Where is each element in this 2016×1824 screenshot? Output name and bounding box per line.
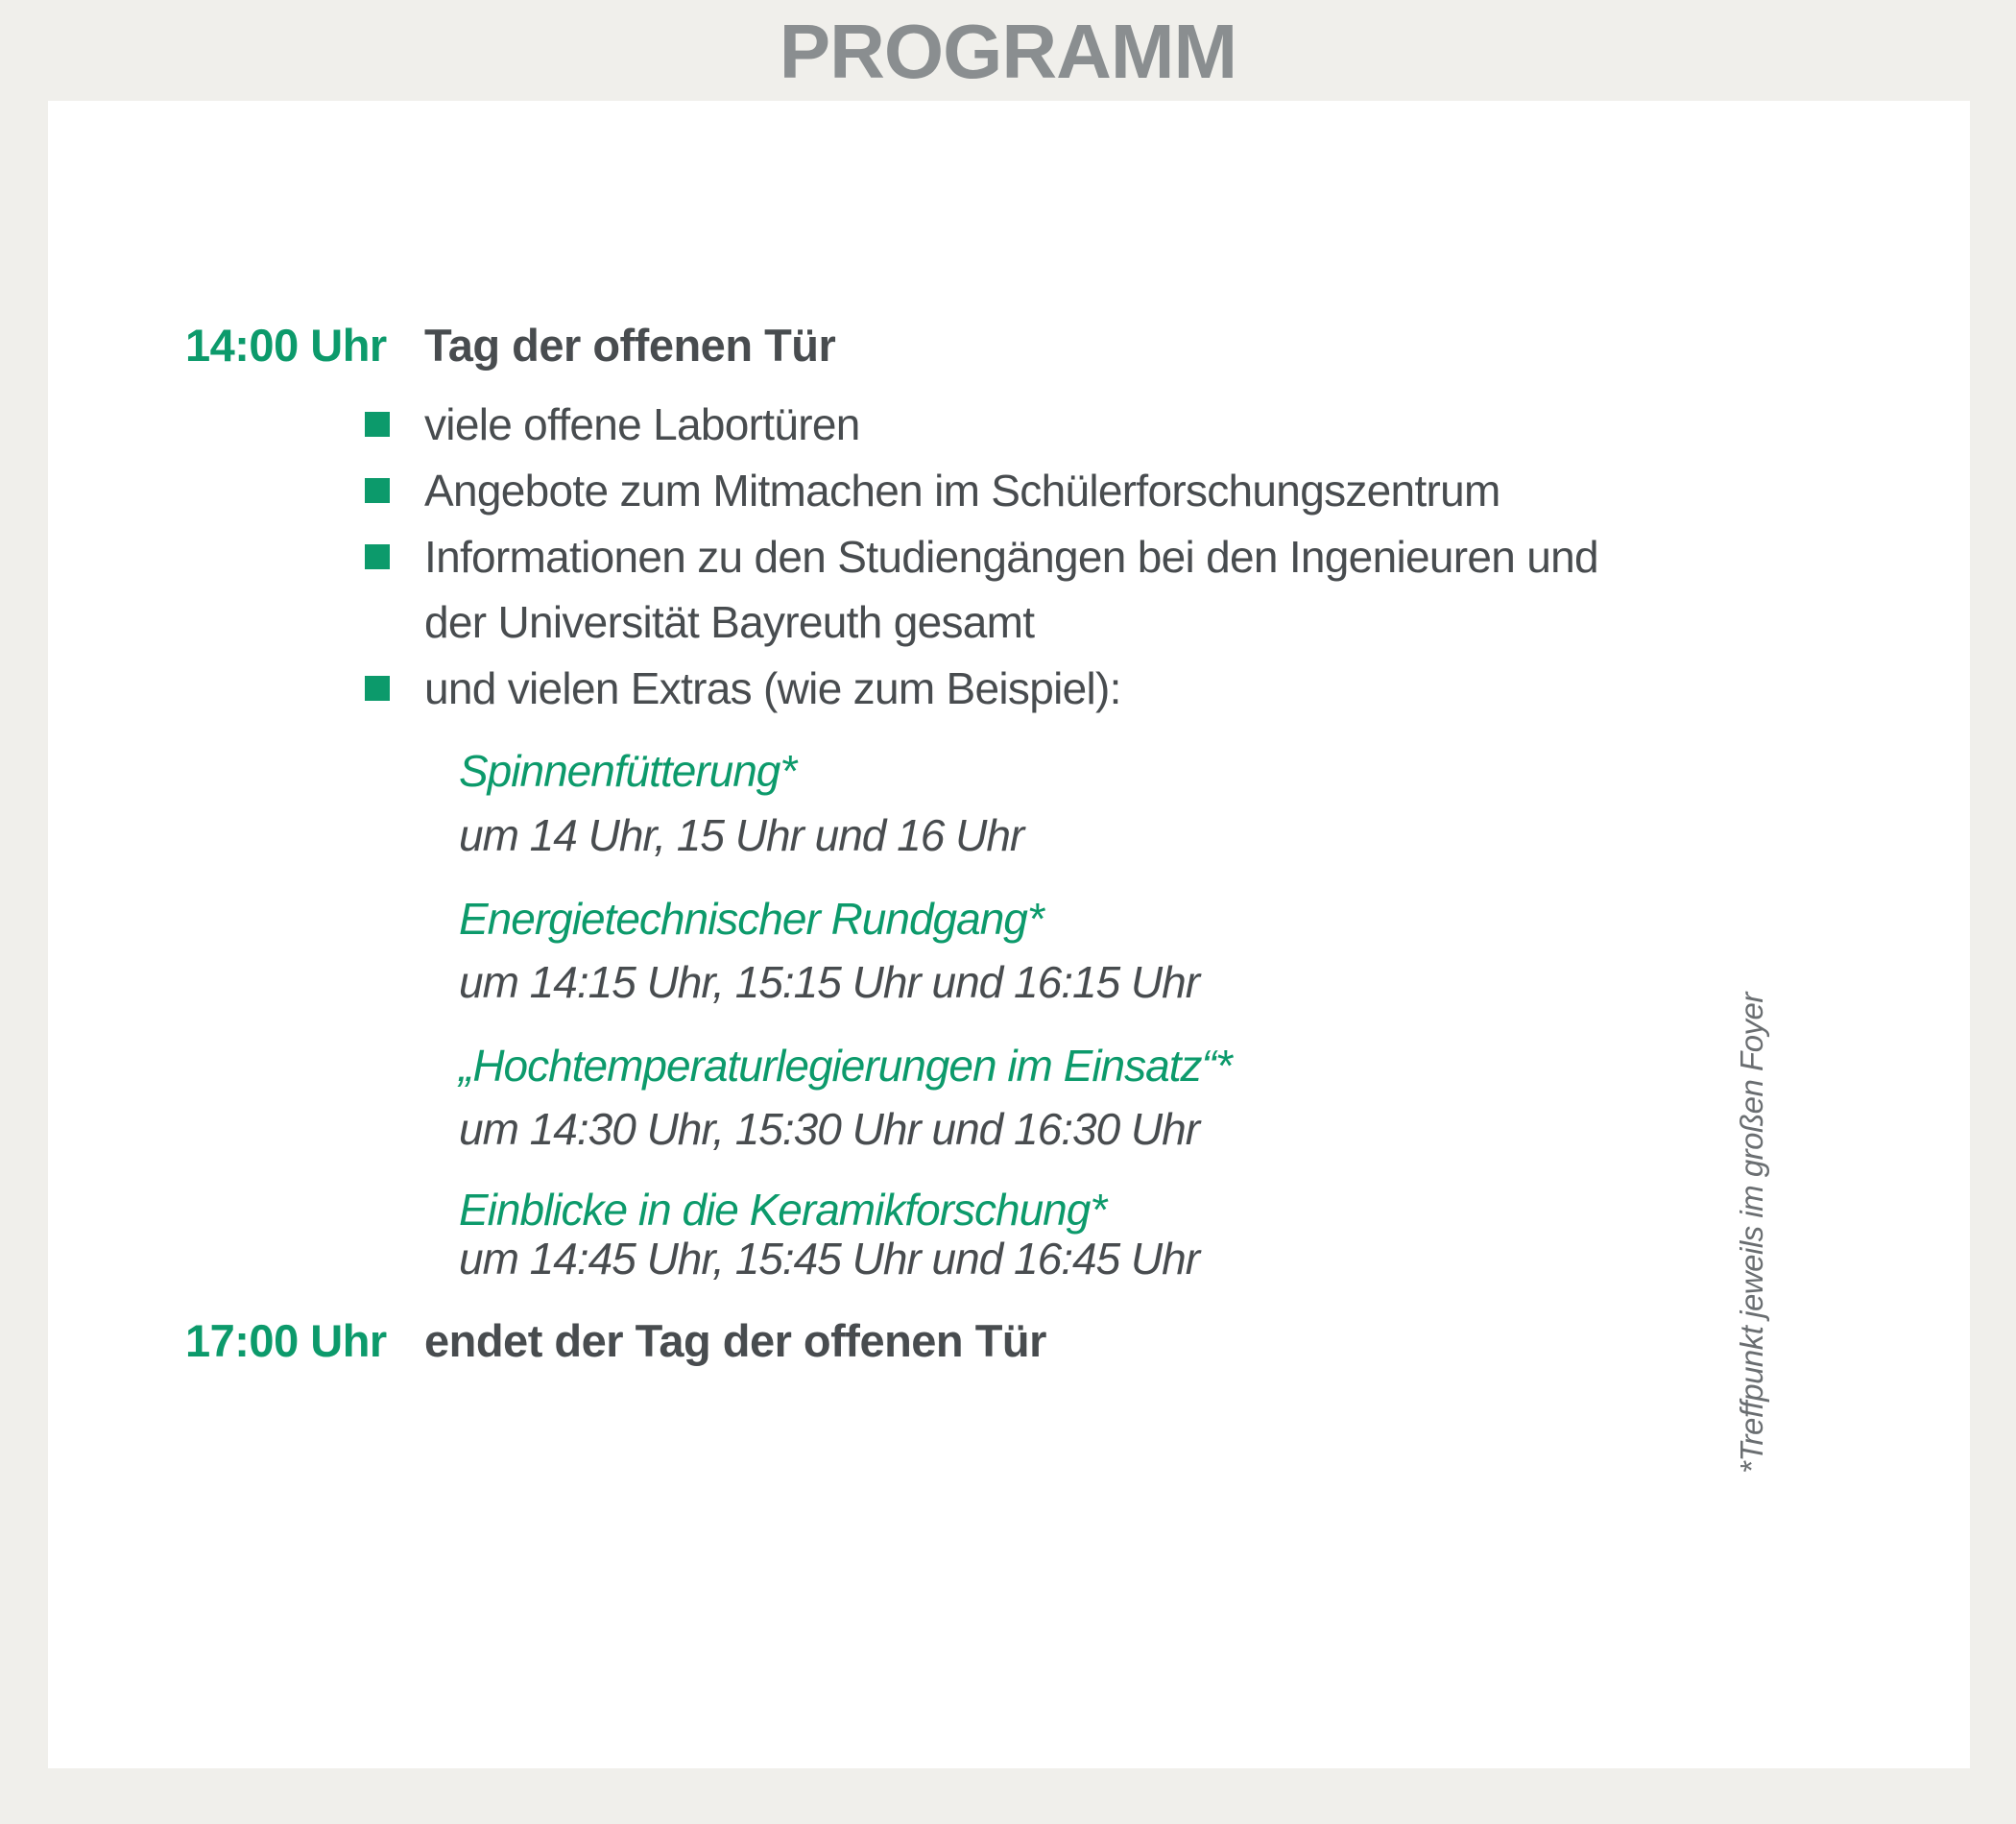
bullet-item: und vielen Extras (wie zum Beispiel): (424, 663, 1121, 713)
square-bullet-icon (365, 676, 390, 701)
start-time: 14:00 Uhr (185, 320, 387, 371)
extra-times: um 14:30 Uhr, 15:30 Uhr und 16:30 Uhr (459, 1104, 1200, 1154)
square-bullet-icon (365, 478, 390, 503)
bullet-item-line: der Universität Bayreuth gesamt (424, 597, 1035, 647)
extra-times: um 14 Uhr, 15 Uhr und 16 Uhr (459, 810, 1024, 860)
extra-title: Energietechnischer Rundgang* (459, 894, 1044, 944)
extra-times: um 14:45 Uhr, 15:45 Uhr und 16:45 Uhr (459, 1234, 1200, 1284)
footnote-vertical: *Treffpunkt jeweils im großen Foyer (1734, 993, 1769, 1474)
extra-times: um 14:15 Uhr, 15:15 Uhr und 16:15 Uhr (459, 957, 1200, 1007)
square-bullet-icon (365, 412, 390, 437)
square-bullet-icon (365, 544, 390, 569)
page-title: PROGRAMM (779, 9, 1237, 94)
bullet-item: Angebote zum Mitmachen im Schülerforschungszentrum (424, 466, 1500, 516)
extra-title: „Hochtemperaturlegierungen im Einsatz“* (459, 1041, 1232, 1091)
extra-title: Einblicke in die Keramikforschung* (459, 1185, 1107, 1235)
start-title: Tag der offenen Tür (424, 320, 836, 371)
program-panel (48, 101, 1970, 1768)
bullet-item: viele offene Labortüren (424, 399, 860, 449)
extra-title: Spinnenfütterung* (459, 746, 797, 796)
bullet-item-line: Informationen zu den Studiengängen bei den Ingenieuren und (424, 532, 1598, 582)
end-time: 17:00 Uhr (185, 1315, 387, 1366)
end-title: endet der Tag der offenen Tür (424, 1315, 1046, 1366)
